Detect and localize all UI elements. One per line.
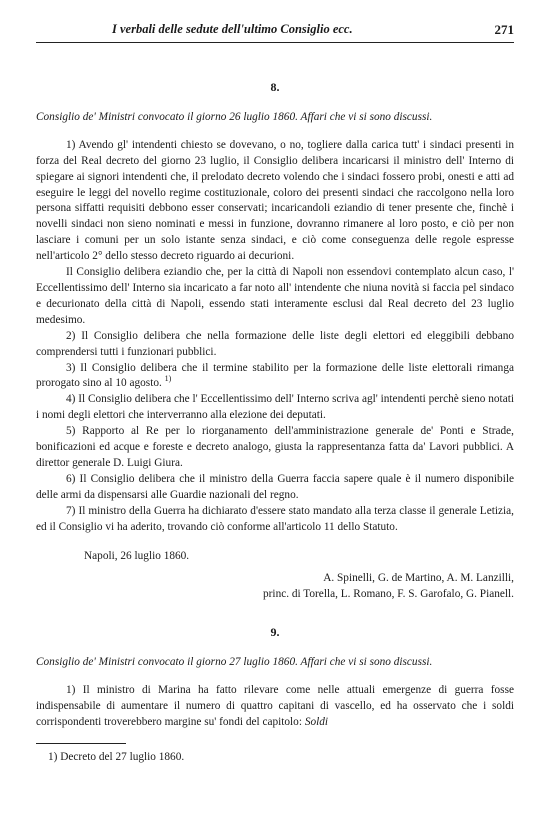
footnote (36, 750, 514, 766)
section-9 (36, 625, 514, 731)
running-header (36, 22, 514, 43)
section-8-paragraph-3-text: 3) Il Consiglio delibera che il termine stabilito per la formazione delle liste elettorali rimanga prorogato sino al 10 agosto. (36, 361, 514, 390)
signature-line-2: princ. di Torella, L. Romano, F. S. Garofalo, G. Pianell. (263, 588, 514, 601)
footnote-reference[interactable]: 1) (164, 374, 172, 384)
section-9-paragraph-1-text: 1) Il ministro di Marina ha fatto rilevare come nelle attuali emergenze di guerra fosse indispensabile di aumentare il numero di quattro capitani di vascello, ed ha osservato che i soldi corrispondenti troverebbero margine su' fondi del capitolo: (36, 684, 514, 728)
section-9-paragraph-1-italic-end: Soldi (304, 715, 329, 728)
section-8-paragraph-7: 7) Il ministro della Guerra ha dichiarato d'essere stato mandato alla terza classe il generale Letizia, ed il Consiglio vi ha aderito, trovando ciò conforme all'articolo 11 dello Statuto. (36, 504, 514, 533)
signatures (36, 571, 514, 603)
section-8-paragraph-5: 5) Rapporto al Re per lo riorganamento dell'amministrazione generale de' Ponti e Strade, bonificazioni ed acque e foreste e decreto analogo, giusta la rappresentanza fatta da' Lavori pubblici. A direttor generale D. Luigi Giura. (36, 425, 514, 469)
footnote-separator (36, 743, 126, 744)
section-8-paragraph-3 (36, 361, 514, 393)
section-8-paragraph-1: 1) Avendo gl' intendenti chiesto se dovevano, o no, togliere dalla carica tutt' i sindaci presenti in forza del Real decreto del giorno 23 luglio, il Consiglio delibera incaricarsi il ministro dell' Interno di spiegare ai signori intendenti che, il prelodato decreto volendo che i sindaci fossero probi, onesti e atti ad eseguire le leggi del novello regime costituzionale, coloro dei presenti sindaci che raccolgono nella loro persona siffatti requisiti debbono esser conservati; incaricandoli eziandio di tener presente che, finchè i novelli sindaci non sieno nominati e messi in funzione, dovranno rimanere al loro posto, e ciò per non lasciare i comuni per un solo istante senza sindaci, e ciò come conseguenza delle regole espresse nell'articolo 2° dello stesso decreto riguardo ai decurioni. (36, 138, 514, 263)
place-date: Napoli, 26 luglio 1860. (84, 550, 190, 563)
section-9-number: 9. (270, 625, 280, 640)
section-8-paragraph-6: 6) Il Consiglio delibera che il ministro della Guerra faccia sapere quale è il numero disponibile delle armi da dispensarsi alle Guardie nazionali del regno. (36, 472, 514, 501)
footnote-text: Decreto del 27 luglio 1860. (60, 750, 185, 763)
section-8-heading: Consiglio de' Ministri convocato il giorno 26 luglio 1860. Affari che vi si sono discussi. (36, 110, 433, 123)
section-8-number: 8. (270, 80, 280, 94)
section-9-heading: Consiglio de' Ministri convocato il giorno 27 luglio 1860. Affari che vi si sono discussi. (36, 656, 433, 669)
signature-line-1: A. Spinelli, G. de Martino, A. M. Lanzilli, (323, 572, 514, 585)
section-8-paragraph-4: 4) Il Consiglio delibera che l' Eccellentissimo dell' Interno scriva agl' intendenti perchè sieno notati i nomi degli elettori che interverranno alla elezione dei deputati. (36, 393, 514, 422)
section-8-paragraph-1b: Il Consiglio delibera eziandio che, per la città di Napoli non essendovi contemplato alcun caso, l' Eccellentissimo dell' Interno sia incaricato a far noto all' intendente che niuna novità si faccia pel sindaco e decurionato della città di Napoli, essendo stati interamente esclusi dal Real decreto del 23 luglio medesimo. (36, 266, 514, 326)
footnote-marker: 1) (48, 750, 58, 763)
section-8-paragraph-2: 2) Il Consiglio delibera che nella formazione delle liste degli elettori ed eleggibili debbano comprendersi tutti i funzionari pubblici. (36, 329, 514, 358)
page-body (36, 80, 514, 766)
section-9-paragraph-1 (36, 683, 514, 731)
page-number: 271 (494, 22, 514, 37)
running-title: I verbali delle sedute dell'ultimo Consiglio ecc. (112, 22, 353, 36)
